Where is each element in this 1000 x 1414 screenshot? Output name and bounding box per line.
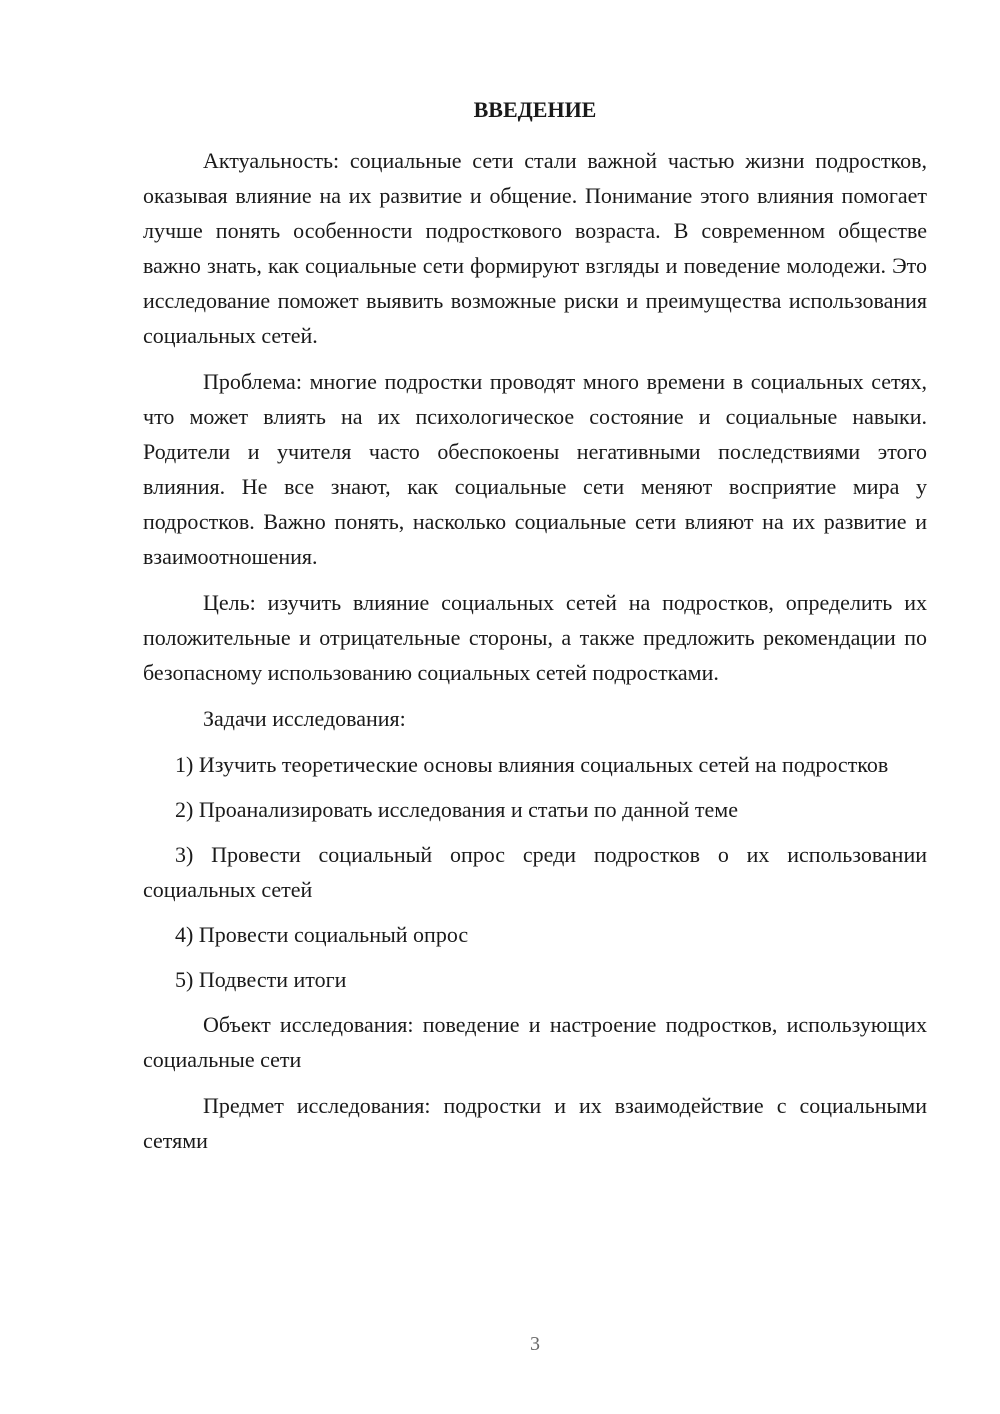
task-item-4: 4) Провести социальный опрос <box>175 922 469 947</box>
section-heading: ВВЕДЕНИЕ <box>473 97 597 122</box>
page-number: 3 <box>530 1333 540 1355</box>
problem-paragraph: Проблема: многие подростки проводят много времени в социальных сетях, что может влиять на их психологическое состояние и социальные навыки. Родители и учителя часто обеспокоены негативными последствиями этого влияния. Не все знают, как социальные сети меняют восприятие мира у подростков. Важно понять, насколько социальные сети влияют на их развитие и взаимоотношения. <box>143 369 927 569</box>
task-item-2: 2) Проанализировать исследования и статьи по данной теме <box>175 797 738 822</box>
task-item-1: 1) Изучить теоретические основы влияния социальных сетей на подростков <box>175 752 889 777</box>
task-item-3: 3) Провести социальный опрос среди подростков о их использовании социальных сетей <box>143 842 927 902</box>
tasks-title: Задачи исследования: <box>203 706 406 731</box>
subject-paragraph: Предмет исследования: подростки и их взаимодействие с социальными сетями <box>143 1093 927 1153</box>
task-item-5: 5) Подвести итоги <box>175 967 347 992</box>
relevance-paragraph: Актуальность: социальные сети стали важной частью жизни подростков, оказывая влияние на их развитие и общение. Понимание этого влияния помогает лучше понять особенности подросткового возраста. В современном обществе важно знать, как социальные сети формируют взгляды и поведение молодежи. Это исследование поможет выявить возможные риски и преимущества использования социальных сетей. <box>143 148 927 348</box>
goal-paragraph: Цель: изучить влияние социальных сетей на подростков, определить их положительные и отрицательные стороны, а также предложить рекомендации по безопасному использованию социальных сетей подростками. <box>143 590 927 685</box>
document-page <box>143 95 927 1169</box>
object-paragraph: Объект исследования: поведение и настроение подростков, использующих социальные сети <box>143 1012 927 1072</box>
